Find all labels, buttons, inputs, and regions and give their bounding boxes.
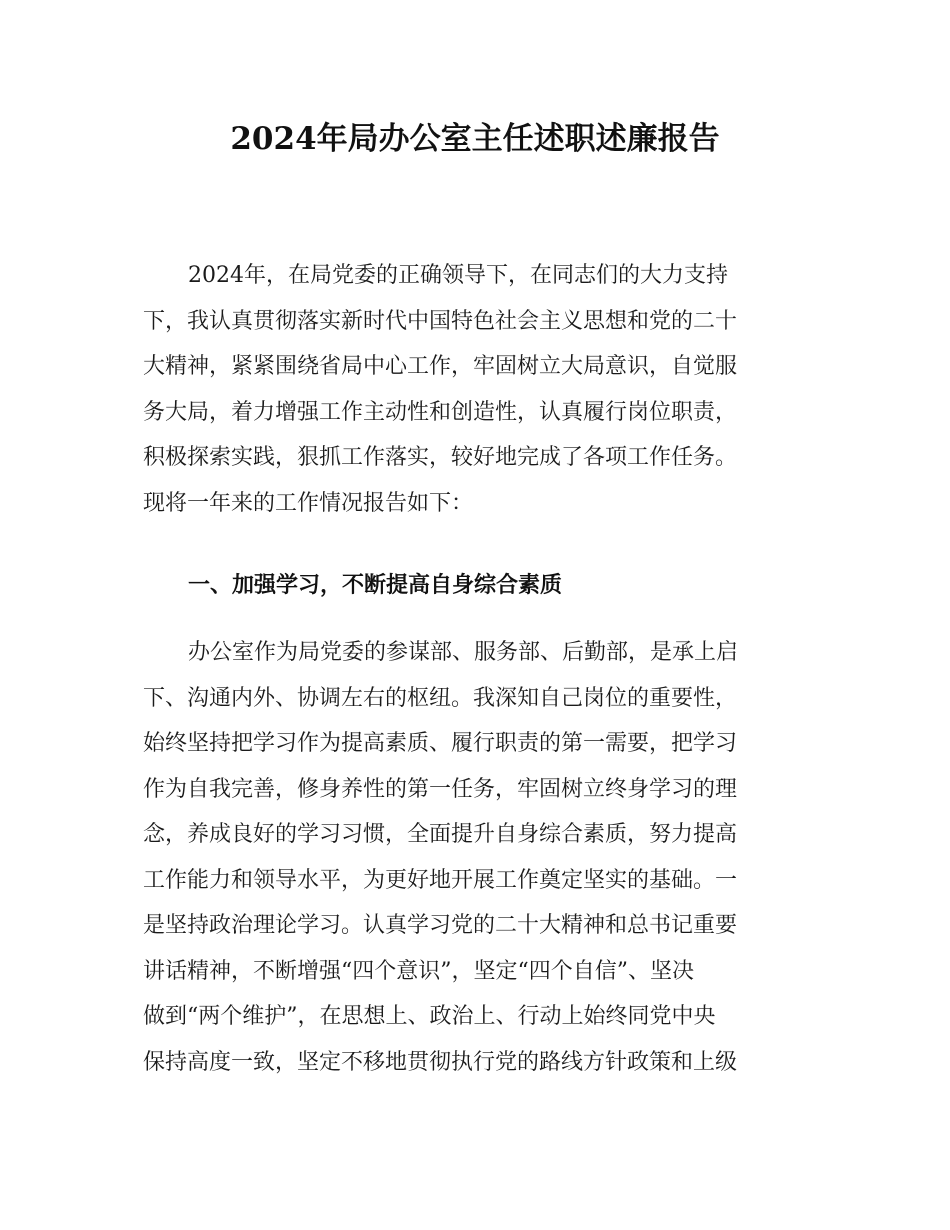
section-heading: 一、加强学习，不断提高自身综合素质 bbox=[188, 573, 563, 598]
paragraph-line: 下，我认真贯彻落实新时代中国特色社会主义思想和党的二十 bbox=[143, 308, 738, 334]
intro-paragraph bbox=[143, 253, 813, 526]
paragraph-line: 工作能力和领导水平，为更好地开展工作奠定坚实的基础。一 bbox=[143, 867, 738, 893]
paragraph-line: 做到“两个维护”，在思想上、政治上、行动上始终同党中央 bbox=[143, 1004, 716, 1029]
paragraph-line: 积极探索实践，狠抓工作落实，较好地完成了各项工作任务。 bbox=[143, 445, 738, 470]
paragraph-line: 念，养成良好的学习习惯，全面提升自身综合素质，努力提高 bbox=[143, 822, 738, 847]
paragraph-line: 作为自我完善，修身养性的第一任务，牢固树立终身学习的理 bbox=[143, 776, 738, 802]
paragraph-line: 始终坚持把学习作为提高素质、履行职责的第一需要，把学习 bbox=[143, 731, 738, 756]
section1-paragraph bbox=[143, 630, 813, 1085]
paragraph-line: 保持高度一致，坚定不移地贯彻执行党的路线方针政策和上级 bbox=[143, 1049, 738, 1075]
paragraph-line: 办公室作为局党委的参谋部、服务部、后勤部，是承上启 bbox=[188, 640, 739, 665]
paragraph-line: 大精神，紧紧围绕省局中心工作，牢固树立大局意识，自觉服 bbox=[143, 354, 738, 379]
paragraph-line: 务大局，着力增强工作主动性和创造性，认真履行岗位职责， bbox=[143, 399, 738, 425]
paragraph-line: 现将一年来的工作情况报告如下： bbox=[143, 490, 474, 516]
paragraph-line: 下、沟通内外、协调左右的枢纽。我深知自己岗位的重要性， bbox=[143, 685, 738, 711]
paragraph-line: 2024年，在局党委的正确领导下，在同志们的大力支持 bbox=[188, 263, 728, 288]
document-title: 2024年局办公室主任述职述廉报告 bbox=[230, 121, 720, 157]
paragraph-line: 是坚持政治理论学习。认真学习党的二十大精神和总书记重要 bbox=[143, 913, 738, 938]
paragraph-line: 讲话精神，不断增强“四个意识”，坚定“四个自信”、坚决 bbox=[143, 958, 694, 984]
